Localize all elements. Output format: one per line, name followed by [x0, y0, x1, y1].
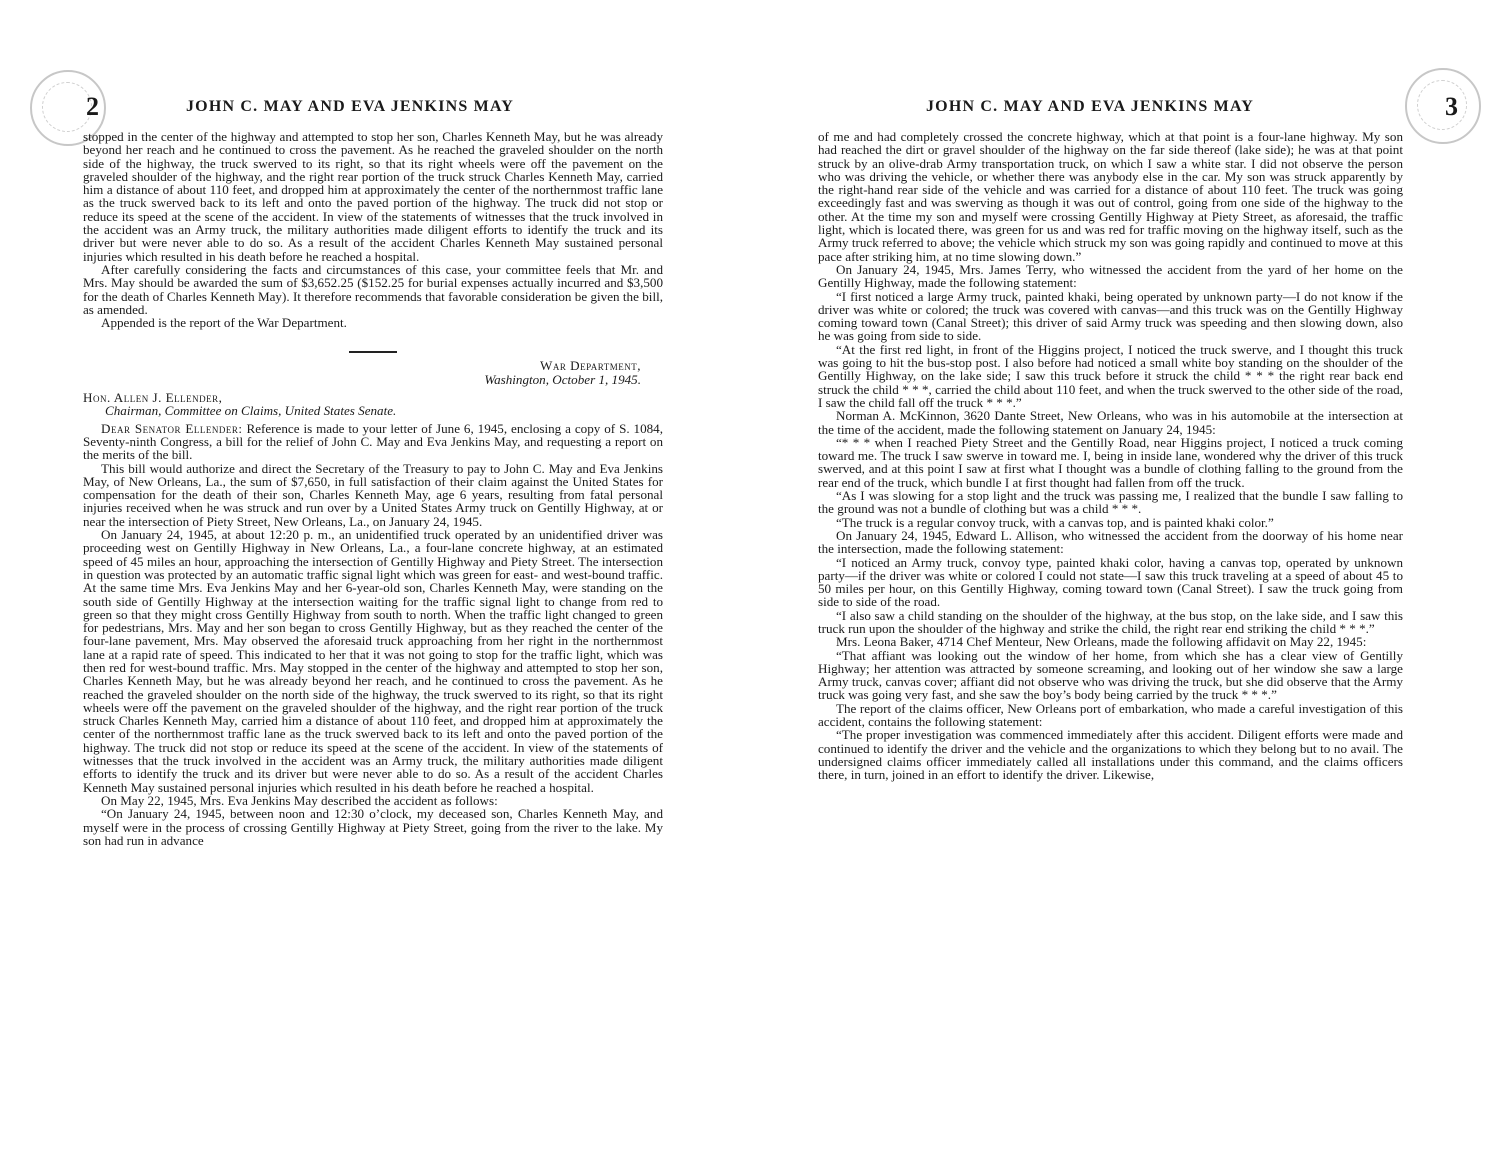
paragraph: stopped in the center of the highway and attempted to stop her son, Charles Kenneth May, but he was already beyond her reach and he continued to cross the pavement. As he reached the graveled shoulder on the north side of the highway, the truck swerved to its right, so that its right wheels were off the pavement on the graveled shoulder of the highway, and the right rear portion of the truck struck Charles Kenneth May, carried him a distance of about 110 feet, and dropped him at approximately the center of the northernmost traffic lane as the truck swerved back to its left and onto the paved portion of the highway. The truck did not stop or reduce its speed at the scene of the accident. In view of the statements of witnesses that the truck involved in the accident was an Army truck, the military authorities made diligent efforts to identify the truck and its driver but were never able to do so. As a result of the accident Charles Kenneth May sustained personal injuries which resulted in his death before he reached a hospital. [83, 129, 663, 264]
page-body [83, 130, 663, 847]
paragraph: “I first noticed a large Army truck, painted khaki, being operated by unknown party—I do not know if the driver was white or colored; the truck was covered with canvas—and this truck was on the Gentilly Highway coming toward town (Canal Street); this driver of said Army truck was speeding and then slowing down, also he was going from side to side. [818, 288, 1403, 344]
addressee-name: Hon. Allen J. Ellender, [83, 390, 223, 406]
paragraph: After carefully considering the facts and circumstances of this case, your committee feels that Mr. and Mrs. May should be awarded the sum of $3,652.25 ($152.25 for burial expenses actually incurred and $3,500 for the death of Charles Kenneth May). It therefore recommends that favorable consideration be given the bill, as amended. [83, 261, 663, 317]
paragraph: “That affiant was looking out the window of her home, from which she has a clear view of Gentilly Highway; her attention was attracted by someone screaming, and looking out of her window she saw a large Army truck, canvas cover; affiant did not observe who was driving the truck, but she did observe that the Army truck was going very fast, and she saw the boy’s body being carried by the truck * * *.” [818, 647, 1403, 703]
right-page [780, 0, 1480, 1165]
paragraph: Norman A. McKinnon, 3620 Dante Street, New Orleans, who was in his automobile at the intersection at the time of the accident, made the following statement on January 24, 1945: [818, 408, 1403, 437]
paragraph: “As I was slowing for a stop light and the truck was passing me, I realized that the bundle I saw falling to the ground was not a bundle of clothing but was a child * * *. [818, 488, 1403, 517]
section-divider [349, 351, 397, 353]
letter-department: War Department, [540, 358, 641, 374]
running-title: JOHN C. MAY AND EVA JENKINS MAY [925, 98, 1255, 115]
running-title: JOHN C. MAY AND EVA JENKINS MAY [185, 98, 515, 115]
page-header [780, 92, 1480, 126]
paragraph: Mrs. Leona Baker, 4714 Chef Menteur, New Orleans, made the following affidavit on May 22, 1945: [836, 634, 1367, 650]
paragraph: On January 24, 1945, at about 12:20 p. m., an unidentified truck operated by an unidentified driver was proceeding west on Gentilly Highway in New Orleans, La., a four-lane concrete highway, at an estimated speed of 45 miles an hour, approaching the intersection of Gentilly Highway and Piety Street. The intersection in question was protected by an automatic traffic signal light which was green for east- and west-bound traffic. At the same time Mrs. Eva Jenkins May and her 6-year-old son, Charles Kenneth May, were standing on the south side of Gentilly Highway at the intersection waiting for the traffic signal light to change from red to green so that they might cross Gentilly Highway from south to north. When the traffic light changed to green for pedestrians, Mrs. May and her son began to cross Gentilly Highway, but as they reached the center of the four-lane pavement, Mrs. May observed the aforesaid truck approaching from her right in the northernmost lane at a rapid rate of speed. This indicated to her that it was not going to stop for the traffic light, which was then red for west-bound traffic. Mrs. May stopped in the center of the highway and attempted to stop her son, Charles Kenneth May, but he was already beyond her reach, and he continued to cross the pavement. As he reached the graveled shoulder on the north side of the highway, the truck swerved to its right, so that its right wheels were off the pavement on the graveled shoulder of the highway, and the right rear portion of the truck struck Charles Kenneth May, carried him a distance of about 110 feet, and dropped him at approximately the center of the northernmost traffic lane as the truck swerved back to its left and onto the paved portion of the highway. The truck did not stop or reduce its speed at the scene of the accident. In view of the statements of witnesses that the truck involved in the accident was an Army truck, the military authorities made diligent efforts to identify the truck and its driver but were never able to do so. As a result of the accident Charles Kenneth May sustained personal injuries which resulted in his death before he reached a hospital. [83, 527, 663, 795]
page-header [40, 92, 740, 126]
paragraph: of me and had completely crossed the concrete highway, which at that point is a four-lane highway. My son had reached the dirt or gravel shoulder of the highway on the far side thereof (lake side); he was at that point struck by an olive-drab Army transportation truck, on which I saw a white star. I did not observe the person who was driving the vehicle, or whether there was anybody else in the car. My son was struck apparently by the right-hand rear side of the vehicle and was carried for a distance of about 110 feet. The truck was going exceedingly fast and was swerving as though it was out of control, going from one side of the highway to the other. At the time my son and myself were crossing Gentilly Highway at Piety Street, as aforesaid, the traffic light, which is located there, was green for us and was red for traffic moving on the highway itself, such as the Army truck referred to above; the vehicle which struck my son was going rapidly and continued to move at this pace after striking him, at no time slowing down.” [818, 129, 1403, 264]
paragraph: “On January 24, 1945, between noon and 12:30 o’clock, my deceased son, Charles Kenneth May, and myself were in the process of crossing Gentilly Highway at Piety Street, going from the river to the lake. My son had run in advance [83, 806, 663, 848]
addressee-title: Chairman, Committee on Claims, United States Senate. [105, 403, 397, 419]
paragraph: “* * * when I reached Piety Street and the Gentilly Road, near Higgins project, I noticed a truck coming toward me. The truck I saw swerve in toward me. I, being in inside lane, wondered why the driver of this truck swerved, and at this point I saw at first what I thought was a bundle of clothing falling to the ground from the rear end of the truck, which bundle I at first thought had fallen from off the truck. [818, 434, 1403, 490]
paragraph: On January 24, 1945, Mrs. James Terry, who witnessed the accident from the yard of her home on the Gentilly Highway, made the following statement: [818, 261, 1403, 291]
letter-opening-paragraph [83, 422, 663, 462]
paragraph: Appended is the report of the War Department. [101, 315, 347, 331]
paragraph: “I noticed an Army truck, convoy type, painted khaki color, having a canvas top, operated by unknown party—if the driver was white or colored I could not state—I saw this truck traveling at a speed of about 45 to 50 miles per hour, on this Gentilly Highway, coming toward town (Canal Street). I saw the truck going from side to side of the road. [818, 554, 1403, 610]
paragraph: This bill would authorize and direct the Secretary of the Treasury to pay to John C. May and Eva Jenkins May, of New Orleans, La., the sum of $7,650, in full satisfaction of their claim against the United States for compensation for the death of their son, Charles Kenneth May, age 6 years, resulting from fatal personal injuries received when he was struck and run over by a United States Army truck on Gentilly Highway, at or near the intersection of Piety Street, New Orleans, La., on January 24, 1945. [83, 460, 663, 529]
paragraph: “The truck is a regular convoy truck, with a canvas top, and is painted khaki color.” [836, 514, 1274, 530]
left-page [40, 0, 740, 1165]
letter-dateline: Washington, October 1, 1945. [484, 371, 641, 387]
paragraph: “I also saw a child standing on the shoulder of the highway, at the bus stop, on the lake side, and I saw this truck run upon the shoulder of the highway and strike the child, the right rear end striking the child * * *.” [818, 607, 1403, 636]
paragraph: The report of the claims officer, New Orleans port of embarkation, who made a careful investigation of this accident, contains the following statement: [818, 700, 1403, 730]
page-number: 2 [86, 92, 99, 121]
page-number: 3 [1445, 92, 1458, 121]
paragraph: “The proper investigation was commenced immediately after this accident. Diligent efforts were made and continued to identify the driver and the vehicle and the organizations to which they belong but to no avail. The undersigned claims officer immediately called all installations under this command, and the claims officers there, in turn, joined in an effort to identify the driver. Likewise, [818, 727, 1403, 783]
paragraph-text: Reference is made to your letter of June 6, 1945, enclosing a copy of S. 1084, Seventy-ninth Congress, a bill for the relief of John C. May and Eva Jenkins May, and requesting a report on the merits of the bill. [83, 420, 663, 463]
paragraph: “At the first red light, in front of the Higgins project, I noticed the truck swerve, and I thought this truck was going to hit the bus-stop post. I also before had noticed a small white boy standing on the shoulder of the Gentilly Highway, on the lake side; I saw this truck before it struck the child * * * the right rear back end struck the child * * *, carried the child about 110 feet, and when the truck swerved to the other side of the road, I saw the child fall off the truck * * *.” [818, 341, 1403, 410]
salutation: Dear Senator Ellender: [101, 420, 243, 436]
paragraph: On January 24, 1945, Edward L. Allison, who witnessed the accident from the doorway of his home near the intersection, made the following statement: [818, 527, 1403, 557]
page-body [818, 130, 1403, 782]
paragraph: On May 22, 1945, Mrs. Eva Jenkins May described the accident as follows: [101, 792, 498, 808]
letter-addressee [83, 391, 663, 418]
